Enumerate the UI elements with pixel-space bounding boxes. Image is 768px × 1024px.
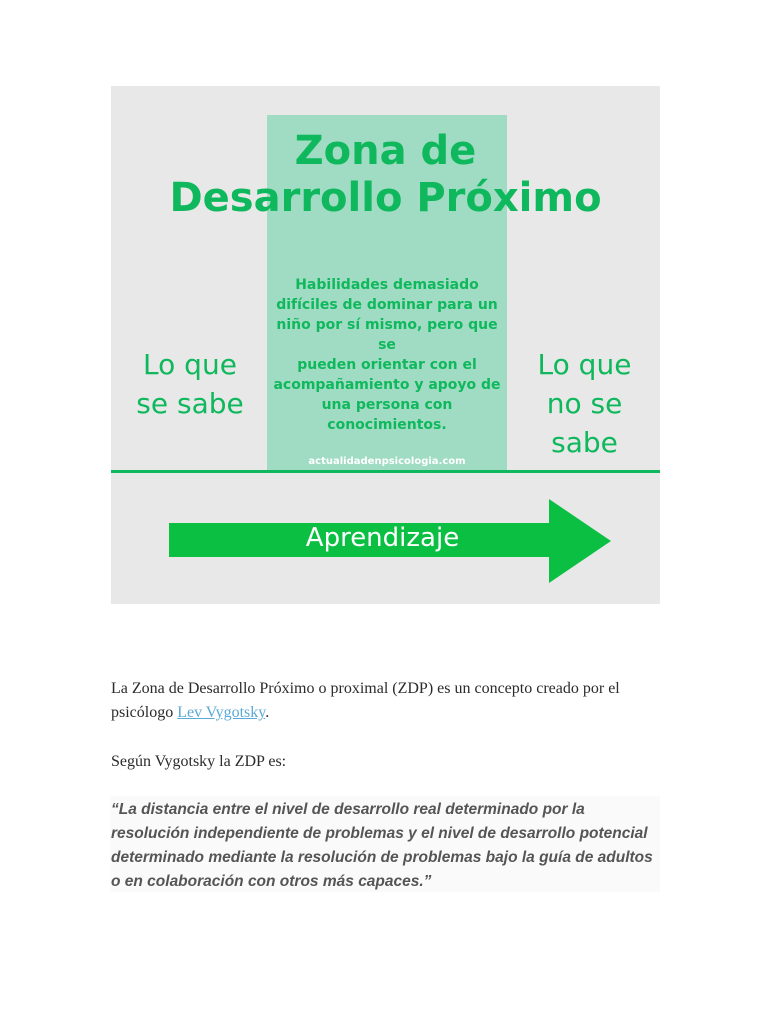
intro-paragraph [111,677,671,725]
title-line-1: Zona de [294,128,477,174]
zone-description-line: niño por sí mismo, pero que se [276,317,498,353]
definition-intro: Según Vygotsky la ZDP es: [111,753,287,770]
watermark: actualidadenpsicologia.com [308,456,466,467]
learning-arrow-label: Aprendizaje [305,523,460,553]
vygotsky-link[interactable]: Lev Vygotsky [177,704,266,721]
zone-description-line: una persona con [321,397,453,413]
known-label-line: se sabe [136,387,244,420]
infographic-title [111,128,660,222]
intro-text-end: . [265,704,270,721]
title-line-2: Desarrollo Próximo [169,175,602,221]
baseline-divider [111,470,660,473]
zdp-infographic [111,86,660,604]
zone-description-line: difíciles de dominar para un [276,297,498,313]
unknown-label [513,345,656,462]
zone-description-line: Habilidades demasiado [295,277,479,293]
unknown-label-line: sabe [551,426,618,459]
zone-description-line: pueden orientar con el [297,357,477,373]
known-label-line: Lo que [143,348,237,381]
zone-description-line: conocimientos. [327,417,447,433]
known-label [119,345,261,423]
zone-description-line: acompañamiento y apoyo de [273,377,501,393]
unknown-label-line: Lo que [537,348,632,381]
zdp-definition-quote: “La distancia entre el nivel de desarrollo real determinado por la resolución independiente de problemas y el nivel de desarrollo potencial determinado mediante la resolución de problemas bajo la guía de adultos o en colaboración con otros más capaces.” [111,801,653,890]
unknown-label-line: no se [546,387,623,420]
intro-text: La Zona de Desarrollo Próximo o proximal (ZDP) es un concepto creado por el psicólogo [111,680,620,721]
zone-description [271,275,503,435]
